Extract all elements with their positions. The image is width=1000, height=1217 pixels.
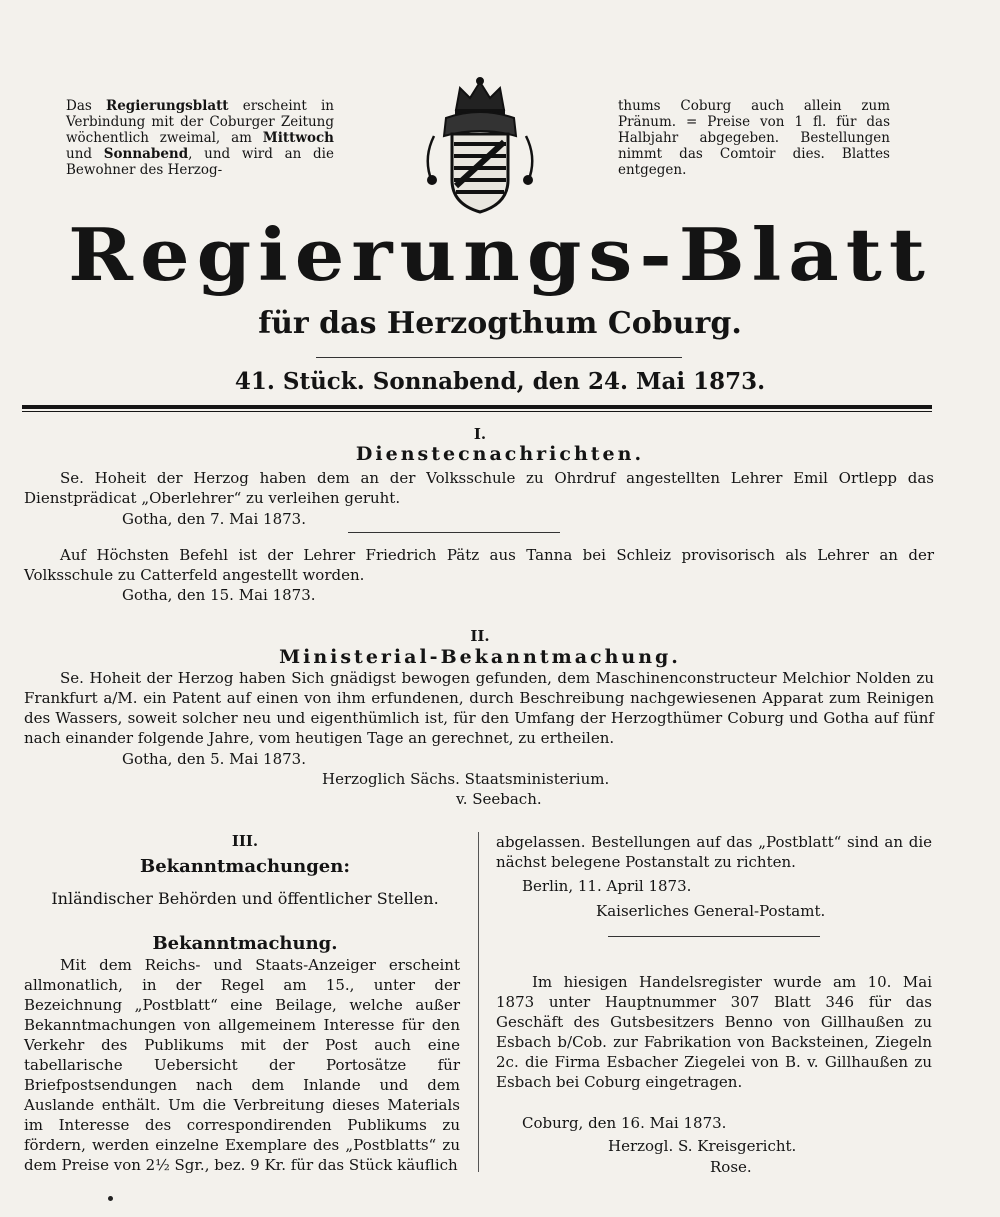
notice-text: Das (66, 98, 106, 114)
notice-text: erscheint in Verbindung mit der Coburger Zeitung wöchentlich zweimal, am (66, 98, 334, 146)
notice-title: Bekanntmachung. (152, 933, 338, 954)
announcement-text: Se. Hoheit der Herzog haben dem an der Volksschule zu Ohrdruf angestellten Lehrer Emil Ortlepp das Dienstprädicat „Oberlehrer“ zu verleihen geruht. (24, 469, 934, 507)
signature: Rose. (710, 1158, 752, 1176)
coat-of-arms-icon (416, 76, 544, 216)
announcement-date: Gotha, den 15. Mai 1873. (122, 586, 316, 604)
section-heading: Diensteсnachrichten. (355, 443, 645, 465)
section-heading: Bekanntmachungen: (140, 856, 350, 877)
signature: Kaiserliches General-Postamt. (596, 902, 826, 920)
section-heading: Ministerial-Bekanntmachung. (279, 646, 681, 668)
section-numeral: III. (231, 832, 259, 850)
section-subheading: Inländischer Behörden und öffentlicher Stellen. (51, 889, 439, 908)
divider (348, 532, 560, 533)
signature: Herzoglich Sächs. Staatsministerium. (322, 770, 610, 788)
signature: v. Seebach. (456, 790, 542, 808)
signature: Herzogl. S. Kreisgericht. (608, 1137, 797, 1155)
section-numeral: II. (470, 627, 490, 645)
masthead-title: Regierungs-Blatt (68, 213, 932, 298)
announcement-text: Mit dem Reichs- und Staats-Anzeiger erscheint allmonatlich, in der Regel am 15., unter der Bezeichnung „Postblatt“ eine Beilage, welche außer Bekanntmachungen von allgemeinem Interesse für den Verkehr des Publikums mit der Post auch eine tabellarische Uebersicht der Portosätze für Briefpostsendungen nach dem Inlande und dem Auslande enthält. Um die Verbreitung dieses Materials im Interesse des correspondirenden Publikums zu fördern, werden einzelne Exemplare des „Postblatts“ zu dem Preise von 2½ Sgr., bez. 9 Kr. für das Stück käuflich (24, 956, 460, 1174)
announcement-text: Se. Hoheit der Herzog haben Sich gnädigst bewogen gefunden, dem Maschinenconstructeur Melchior Nolden zu Frankfurt a/M. ein Patent auf einen von ihm erfundenen, durch Beschreibung nachgewiesenen Apparat zum Reinigen des Wassers, soweit solcher neu und eigenthümlich ist, für den Umfang der Herzogthümer Coburg und Gotha auf fünf nach einander folgende Jahre, vom heutigen Tage an gerechnet, zu ertheilen. (24, 669, 934, 747)
notice-bold-text: Regierungsblatt (106, 98, 229, 114)
subscription-notice-right: thums Coburg auch allein zum Pränum. = Preise von 1 fl. für das Halbjahr abgegeben. Bestellungen nimmt das Comtoir dies. Blattes entgegen. (618, 98, 890, 178)
notice-text: und (66, 146, 104, 162)
announcement-text: Auf Höchsten Befehl ist der Lehrer Friedrich Pätz aus Tanna bei Schleiz provisorisch als Lehrer an der Volksschule zu Catterfeld angestellt worden. (24, 546, 934, 584)
ink-dot (108, 1196, 113, 1201)
divider (608, 936, 820, 937)
divider (22, 411, 932, 412)
announcement-text: Im hiesigen Handelsregister wurde am 10. Mai 1873 unter Hauptnummer 307 Blatt 346 für das Geschäft des Gutsbesitzers Benno von Gillhaußen zu Esbach b/Cob. zur Fabrikation von Backsteinen, Ziegeln 2c. die Firma Esbacher Ziegelei von B. v. Gillhaußen zu Esbach bei Coburg eingetragen. (496, 973, 932, 1091)
announcement-text: abgelassen. Bestellungen auf das „Postblatt“ sind an die nächst belegene Postanstalt zu richten. (496, 833, 932, 871)
notice-text: , und wird an die Bewohner des Herzog- (66, 146, 334, 178)
masthead-subtitle: für das Herzogthum Coburg. (258, 306, 742, 341)
notice-bold-text: Sonnabend (103, 146, 189, 162)
subscription-notice-left (66, 98, 334, 178)
announcement-date: Gotha, den 7. Mai 1873. (122, 510, 306, 528)
announcement-date: Coburg, den 16. Mai 1873. (522, 1114, 727, 1132)
issue-line: 41. Stück. Sonnabend, den 24. Mai 1873. (234, 368, 766, 395)
column-divider (478, 832, 479, 1172)
section-numeral: I. (473, 425, 487, 443)
announcement-date: Gotha, den 5. Mai 1873. (122, 750, 306, 768)
notice-bold-text: Mittwoch (262, 130, 334, 146)
divider (316, 357, 682, 358)
divider (22, 405, 932, 409)
announcement-date: Berlin, 11. April 1873. (522, 877, 692, 895)
